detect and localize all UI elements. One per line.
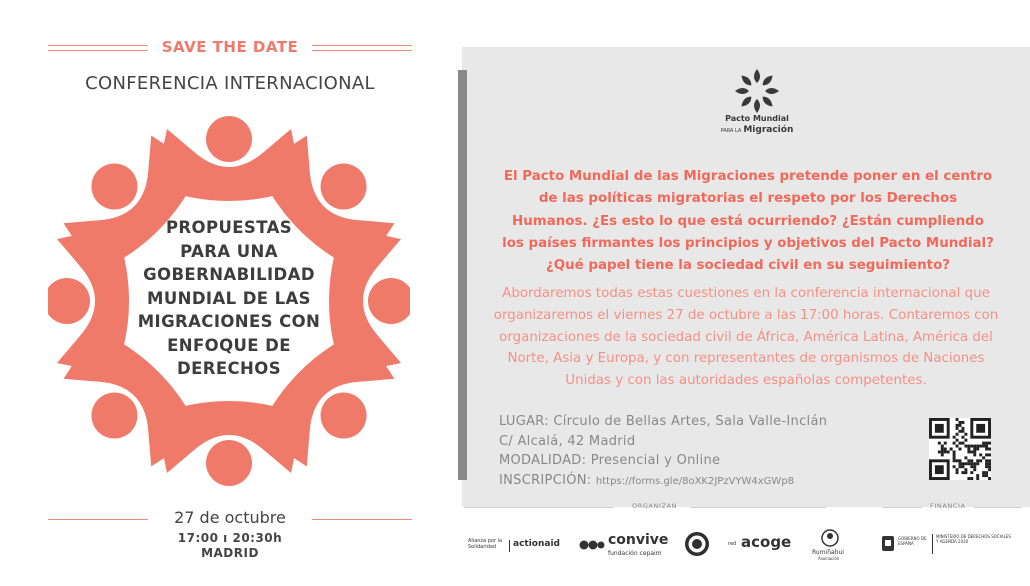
body-paragraph: Abordaremos todas estas cuestiones en la conferencia internacional que organizaremos el viernes 27 de octubre a las 17:00 horas. Contaremos con organizaciones de la sociedad civil de África, América Latina, América del Norte, Asia y Europa, y con representantes de organismos de Naciones Unidas y con las autoridades españolas competentes. — [493, 286, 999, 389]
divider-line — [882, 507, 922, 508]
conference-title: CONFERENCIA INTERNACIONAL — [85, 73, 375, 94]
modality: MODALIDAD: Presencial y Online — [499, 453, 721, 468]
actionaid-logo: actionaid — [513, 539, 560, 549]
event-date-row — [48, 508, 412, 532]
acoge-logo: acoge — [741, 533, 792, 551]
panel-accent-bar — [458, 70, 467, 480]
convive-logo: convive — [608, 532, 669, 548]
logo-divider — [932, 534, 933, 554]
spain-coat-of-arms-icon — [880, 534, 896, 554]
divider-line — [312, 519, 412, 520]
proposal-line: ENFOQUE DE — [167, 335, 291, 355]
address: C/ Alcalá, 42 Madrid — [499, 433, 636, 449]
registration-label: INSCRIPCIÓN: — [499, 472, 592, 488]
partner-logos — [466, 528, 1026, 568]
proposal-line: MIGRACIONES CON — [137, 312, 321, 331]
event-city: MADRID — [201, 546, 259, 560]
proposal-line: PARA UNA — [180, 241, 278, 261]
divider-line — [464, 507, 614, 508]
registration-link[interactable]: https://forms.gle/8oXK2JPzVYW4xGWp8 — [595, 475, 795, 487]
ruminahui-logo: Rumiñahui — [812, 549, 844, 556]
divider-line — [690, 507, 826, 508]
organizers-label: ORGANIZAN — [632, 502, 678, 510]
funder-label-row — [882, 502, 1022, 514]
qr-code[interactable] — [929, 418, 991, 480]
proposal-line: GOBERNABILIDAD — [143, 265, 315, 284]
funder-label: FINANCIA — [930, 502, 966, 510]
ruminahui-subtitle: Asociación — [818, 556, 840, 561]
save-the-date-text: SAVE THE DATE — [161, 38, 299, 56]
emblem — [48, 113, 410, 489]
divider-line — [974, 507, 1022, 508]
logo-name: Pacto Mundial — [725, 114, 789, 123]
proposal-line: DERECHOS — [177, 359, 281, 378]
venue: LUGAR: Círculo de Bellas Artes, Sala Valle-Inclán — [499, 414, 828, 429]
proposal-title — [120, 216, 338, 381]
save-the-date-header — [48, 38, 412, 58]
event-time: 17:00 ı 20:30h — [177, 531, 283, 545]
flower-icon — [716, 68, 798, 114]
ruminahui-icon — [820, 528, 840, 548]
logo-divider — [509, 540, 510, 552]
divider-line — [312, 45, 412, 51]
proposal-line: PROPUESTAS — [165, 218, 293, 237]
logo-subtitle: PARA LA Migración — [720, 125, 794, 135]
event-date: 27 de octubre — [174, 508, 286, 527]
intro-paragraph: El Pacto Mundial de las Migraciones pretende poner en el centro de las políticas migratorias el respeto por los Derechos Humanos. ¿Es esto lo que está ocurriendo? ¿Están cumpliendo los países firmantes los principios y objetivos del Pacto Mundial? ¿Qué papel tiene la sociedad civil en su seguimiento? — [502, 169, 994, 274]
convive-subtitle: fundación cepaim — [608, 550, 662, 557]
alianza-logo: Alianza por la Solidaridad — [468, 538, 503, 550]
registration — [499, 471, 919, 492]
qr-code-icon — [929, 418, 991, 480]
convive-icon — [579, 536, 605, 554]
organizers-label-row — [464, 502, 826, 514]
pacto-mundial-logo — [716, 68, 798, 146]
event-details — [499, 412, 919, 491]
acoge-prefix: red — [728, 541, 737, 547]
gobierno-logo: GOBIERNO DE ESPAÑA — [898, 536, 927, 546]
proposal-line: MUNDIAL DE LAS — [147, 288, 311, 308]
ministerio-logo: MINISTERIO DE DERECHOS SOCIALES Y AGENDA 2030 — [936, 534, 1011, 544]
seal-logo-icon — [684, 531, 710, 557]
